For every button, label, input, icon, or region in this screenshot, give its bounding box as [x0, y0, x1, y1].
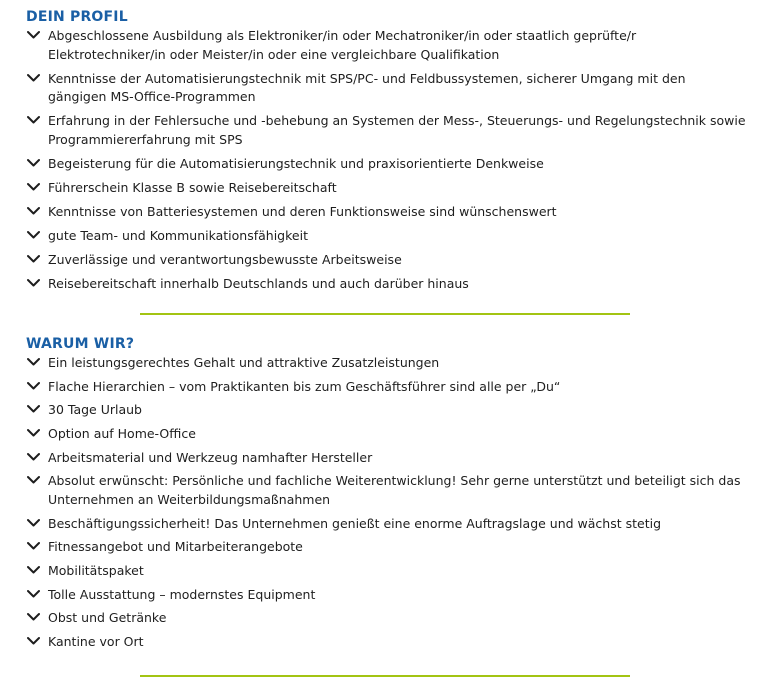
chevron-down-icon — [27, 158, 40, 168]
list-item — [26, 155, 746, 174]
list-item-text: Abgeschlossene Ausbildung als Elektroniker/in oder Mechatroniker/in oder staatlich geprüfte/r Elektrotechniker/in oder Meister/in oder eine vergleichbare Qualifikation — [48, 28, 637, 62]
list-item-text: Mobilitätspaket — [48, 563, 144, 578]
list-item-text: gute Team- und Kommunikationsfähigkeit — [48, 227, 308, 243]
list-item-text: Erfahrung in der Fehlersuche und -behebung an Systemen der Mess-, Steuerungs- und Regelungstechnik sowie Programmiererfahrung mit SPS — [48, 113, 746, 147]
chevron-down-icon — [27, 73, 40, 83]
benefits-list — [26, 354, 746, 652]
profile-title: DEIN PROFIL — [26, 9, 128, 25]
list-item — [26, 609, 746, 628]
list-item-text: Fitnessangebot und Mitarbeiterangebote — [48, 539, 303, 555]
chevron-down-icon — [27, 565, 40, 575]
list-item — [26, 112, 746, 149]
list-item — [26, 203, 746, 222]
list-item-text: Obst und Getränke — [48, 610, 167, 626]
benefits-section — [26, 335, 746, 652]
chevron-down-icon — [27, 182, 40, 192]
chevron-down-icon — [27, 452, 40, 462]
list-item-text: 30 Tage Urlaub — [48, 402, 142, 418]
list-item — [26, 27, 746, 64]
list-item — [26, 401, 746, 420]
benefits-title: WARUM WIR? — [26, 336, 135, 352]
chevron-down-icon — [27, 206, 40, 216]
chevron-down-icon — [27, 589, 40, 599]
list-item-text: Absolut erwünscht: Persönliche und fachliche Weiterentwicklung! Sehr gerne unterstützt und beteiligt sich das Unternehmen an Weiterbildungsmaßnahmen — [48, 473, 741, 507]
chevron-down-icon — [27, 278, 40, 288]
list-item — [26, 179, 746, 198]
list-item-text: Ein leistungsgerechtes Gehalt und attraktive Zusatzleistungen — [48, 355, 440, 370]
chevron-down-icon — [27, 612, 40, 622]
chevron-down-icon — [27, 254, 40, 264]
list-item — [26, 70, 746, 107]
chevron-down-icon — [27, 30, 40, 40]
list-item-text: Begeisterung für die Automatisierungstechnik und praxisorientierte Denkweise — [48, 155, 544, 171]
list-item-text: Tolle Ausstattung – modernstes Equipment — [48, 586, 316, 602]
list-item — [26, 251, 746, 270]
chevron-down-icon — [27, 357, 40, 367]
list-item-text: Kenntnisse von Batteriesystemen und deren Funktionsweise sind wünschenswert — [48, 203, 557, 219]
list-item — [26, 378, 746, 397]
list-item-text: Reisebereitschaft innerhalb Deutschlands und auch darüber hinaus — [48, 275, 469, 291]
list-item-text: Option auf Home-Office — [48, 426, 196, 442]
list-item-text: Arbeitsmaterial und Werkzeug namhafter Hersteller — [48, 449, 373, 465]
section-divider — [140, 675, 630, 677]
list-item — [26, 227, 746, 246]
chevron-down-icon — [27, 636, 40, 646]
list-item — [26, 515, 746, 534]
chevron-down-icon — [27, 230, 40, 240]
list-item — [26, 562, 746, 581]
chevron-down-icon — [27, 518, 40, 528]
list-item-text: Kantine vor Ort — [48, 634, 144, 650]
list-item-text: Flache Hierarchien – vom Praktikanten bis zum Geschäftsführer sind alle per „Du“ — [48, 378, 561, 394]
list-item-text: Kenntnisse der Automatisierungstechnik mit SPS/PC- und Feldbussystemen, sicherer Umgang mit den gängigen MS-Office-Programmen — [48, 70, 686, 104]
chevron-down-icon — [27, 428, 40, 438]
profile-list — [26, 27, 746, 293]
chevron-down-icon — [27, 381, 40, 391]
chevron-down-icon — [27, 404, 40, 414]
list-item — [26, 275, 746, 294]
list-item — [26, 538, 746, 557]
chevron-down-icon — [27, 115, 40, 125]
profile-section — [26, 8, 746, 293]
list-item — [26, 472, 746, 509]
list-item-text: Beschäftigungssicherheit! Das Unternehmen genießt eine enorme Auftragslage und wächst stetig — [48, 515, 662, 531]
chevron-down-icon — [27, 541, 40, 551]
list-item — [26, 425, 746, 444]
list-item — [26, 633, 746, 652]
list-item-text: Führerschein Klasse B sowie Reisebereitschaft — [48, 179, 337, 195]
list-item — [26, 354, 746, 373]
list-item-text: Zuverlässige und verantwortungsbewusste Arbeitsweise — [48, 251, 402, 267]
section-divider — [140, 313, 630, 315]
chevron-down-icon — [27, 475, 40, 485]
list-item — [26, 449, 746, 468]
list-item — [26, 586, 746, 605]
